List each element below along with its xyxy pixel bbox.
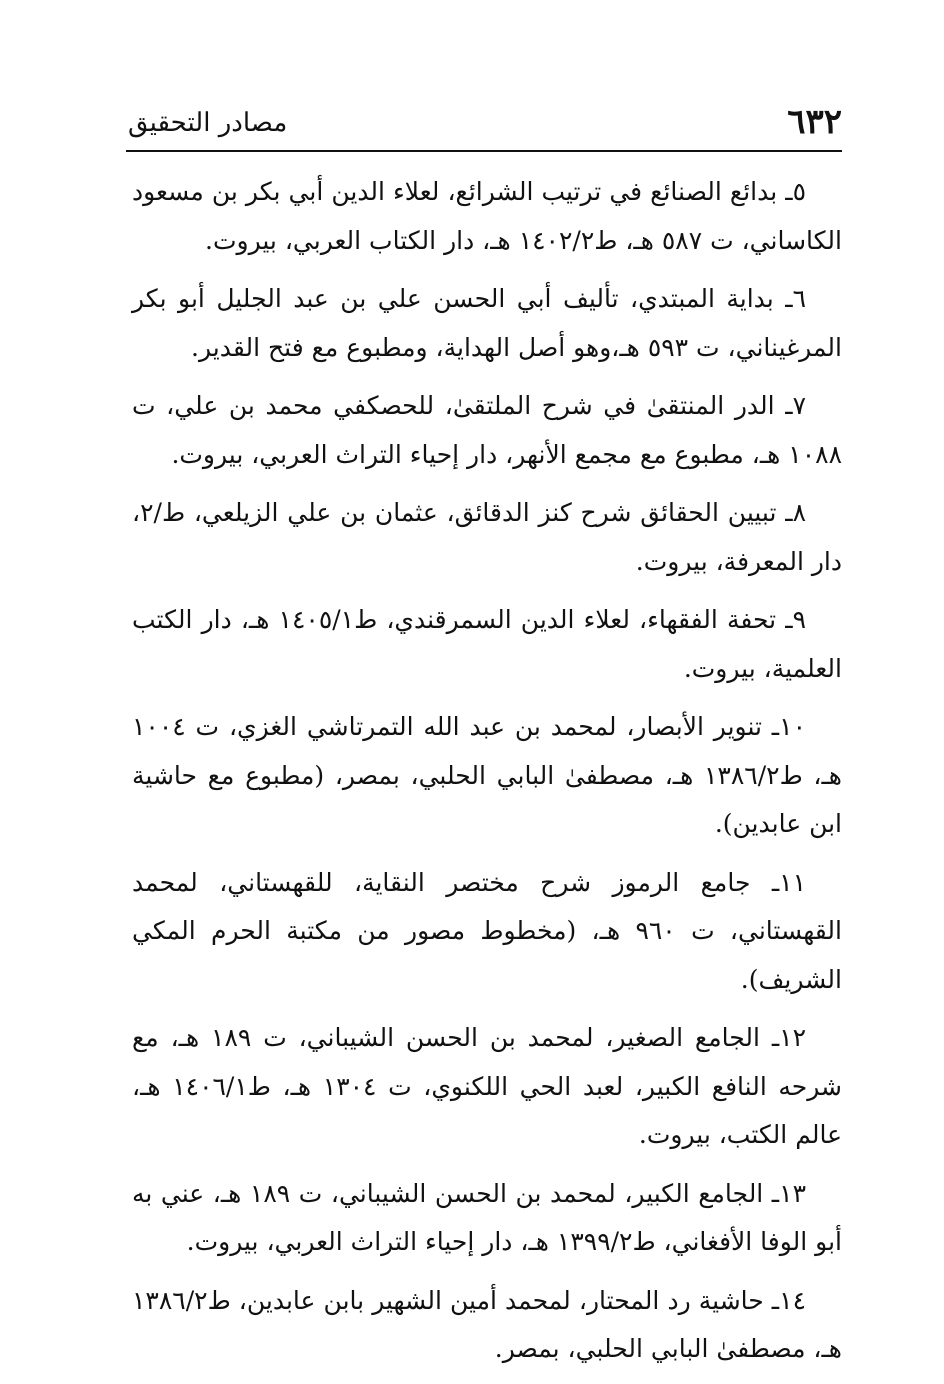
bibliography-entry: ٩ـ تحفة الفقهاء، لعلاء الدين السمرقندي، ط١٤٠٥/١ هـ، دار الكتب العلمية، بيروت. [132,605,842,683]
bibliography-entry: ١٠ـ تنوير الأبصار، لمحمد بن عبد الله التمرتاشي الغزي، ت ١٠٠٤ هـ، ط١٣٨٦/٢ هـ، مصطفىٰ البابي الحلبي، بمصر، (مطبوع مع حاشية ابن عابدين). [132,712,842,838]
bibliography-entry: ٦ـ بداية المبتدي، تأليف أبي الحسن علي بن عبد الجليل أبو بكر المرغيناني، ت ٥٩٣ هـ،وهو أصل الهداية، ومطبوع مع فتح القدير. [132,284,842,362]
bibliography-entry: ١١ـ جامع الرموز شرح مختصر النقاية، للقهستاني، لمحمد القهستاني، ت ٩٦٠ هـ، (مخطوط مصور من مكتبة الحرم المكي الشريف). [132,867,842,994]
running-title: مصادر التحقيق [128,108,288,138]
bibliography-entry: ١٣ـ الجامع الكبير، لمحمد بن الحسن الشيباني، ت ١٨٩ هـ، عني به أبو الوفا الأفغاني، ط١٣٩٩/٢ هـ، دار إحياء التراث العربي، بيروت. [132,1178,842,1256]
bibliography-entry: ٧ـ الدر المنتقىٰ في شرح الملتقىٰ، للحصكفي محمد بن علي، ت ١٠٨٨ هـ، مطبوع مع مجمع الأنهر، دار إحياء التراث العربي، بيروت. [132,391,842,469]
page-number: ٦٣٢ [787,102,842,142]
bibliography-list [132,168,842,1384]
bibliography-entry: ٨ـ تبيين الحقائق شرح كنز الدقائق، عثمان بن علي الزيلعي، ط/٢، دار المعرفة، بيروت. [132,498,842,576]
page-header [126,96,842,148]
bibliography-entry: ١٤ـ حاشية رد المحتار، لمحمد أمين الشهير بابن عابدين، ط١٣٨٦/٢ هـ، مصطفىٰ البابي الحلبي، بمصر. [132,1285,842,1363]
bibliography-entry: ١٢ـ الجامع الصغير، لمحمد بن الحسن الشيباني، ت ١٨٩ هـ، مع شرحه النافع الكبير، لعبد الحي اللكنوي، ت ١٣٠٤ هـ، ط١٤٠٦/١ هـ، عالم الكتب، بيروت. [132,1023,843,1149]
header-divider [126,150,842,152]
bibliography-entry: ٥ـ بدائع الصنائع في ترتيب الشرائع، لعلاء الدين أبي بكر بن مسعود الكاساني، ت ٥٨٧ هـ، ط١٤٠٢/٢ هـ، دار الكتاب العربي، بيروت. [132,177,842,255]
